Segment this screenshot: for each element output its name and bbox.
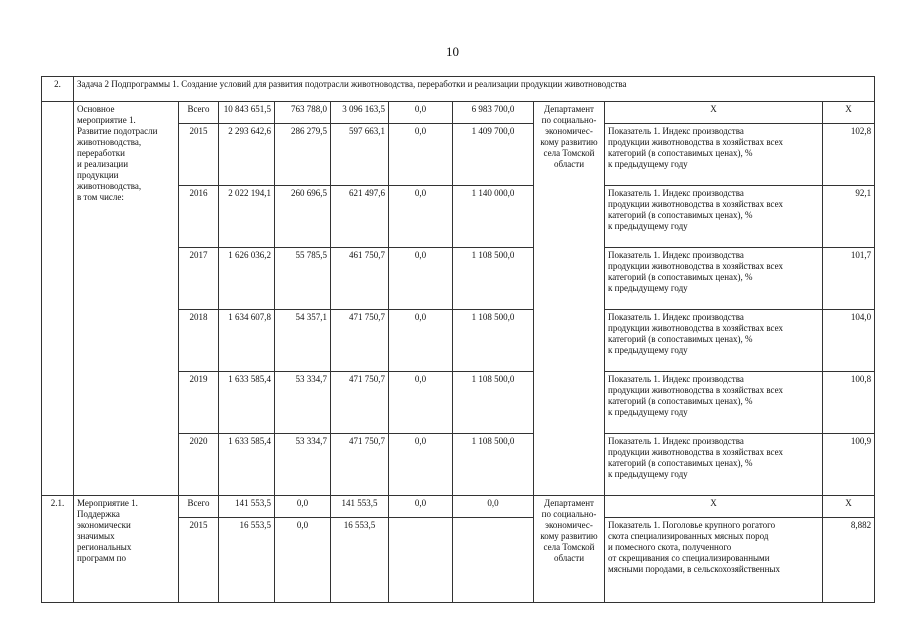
extra-cell: 1 108 500,0 xyxy=(453,372,534,434)
total-cell: 16 553,5 xyxy=(219,518,275,603)
year-cell: 2018 xyxy=(179,310,219,372)
local-cell xyxy=(389,518,453,603)
year-cell: 2016 xyxy=(179,186,219,248)
extra-cell xyxy=(453,518,534,603)
indicator-cell: Показатель 1. Индекс производства продукции животноводства в хозяйствах всех категорий (в сопоставимых ценах), % к предыдущему году xyxy=(605,186,823,248)
extra-cell: 0,0 xyxy=(453,496,534,518)
local-cell: 0,0 xyxy=(389,372,453,434)
year-cell: 2017 xyxy=(179,248,219,310)
extra-cell: 1 409 700,0 xyxy=(453,124,534,186)
local-cell: 0,0 xyxy=(389,186,453,248)
indicator-cell: Показатель 1. Индекс производства продукции животноводства в хозяйствах всех категорий (в сопоставимых ценах), % к предыдущему году xyxy=(605,310,823,372)
local-cell: 0,0 xyxy=(389,124,453,186)
indicator-cell: Показатель 1. Индекс производства продукции животноводства в хозяйствах всех категорий (в сопоставимых ценах), % к предыдущему году xyxy=(605,124,823,186)
indicator-value: X xyxy=(823,496,875,518)
year-cell: 2015 xyxy=(179,518,219,603)
indicator-value: 92,1 xyxy=(823,186,875,248)
row-number: 2.1. xyxy=(42,496,74,603)
year-cell: Всего xyxy=(179,496,219,518)
indicator-value: X xyxy=(823,102,875,124)
local-cell: 0,0 xyxy=(389,102,453,124)
federal-cell: 286 279,5 xyxy=(275,124,331,186)
page-number: 10 xyxy=(446,44,459,59)
federal-cell: 260 696,5 xyxy=(275,186,331,248)
local-cell: 0,0 xyxy=(389,496,453,518)
executor-cell: Департамент по социально- экономичес- кому развитию села Томской области xyxy=(534,496,605,603)
activity-name: Мероприятие 1. Поддержка экономически значимых региональных программ по xyxy=(74,496,179,603)
federal-cell: 54 357,1 xyxy=(275,310,331,372)
local-cell: 0,0 xyxy=(389,310,453,372)
total-cell: 1 626 036,2 xyxy=(219,248,275,310)
regional-cell: 141 553,5 xyxy=(331,496,389,518)
regional-cell: 471 750,7 xyxy=(331,372,389,434)
year-cell: 2015 xyxy=(179,124,219,186)
indicator-cell: X xyxy=(605,102,823,124)
regional-cell: 621 497,6 xyxy=(331,186,389,248)
regional-cell: 471 750,7 xyxy=(331,434,389,496)
indicator-cell: X xyxy=(605,496,823,518)
total-cell: 1 634 607,8 xyxy=(219,310,275,372)
regional-cell: 597 663,1 xyxy=(331,124,389,186)
regional-cell: 471 750,7 xyxy=(331,310,389,372)
federal-cell: 55 785,5 xyxy=(275,248,331,310)
federal-cell: 53 334,7 xyxy=(275,372,331,434)
indicator-cell: Показатель 1. Поголовье крупного рогатого скота специализированных мясных пород и помесного скота, полученного от скрещивания со специализированными мясными породами, в сельскохозяйственных xyxy=(605,518,823,603)
total-cell: 10 843 651,5 xyxy=(219,102,275,124)
regional-cell: 461 750,7 xyxy=(331,248,389,310)
regional-cell: 16 553,5 xyxy=(331,518,389,603)
federal-cell: 763 788,0 xyxy=(275,102,331,124)
indicator-value: 101,7 xyxy=(823,248,875,310)
year-cell: 2019 xyxy=(179,372,219,434)
indicator-value: 102,8 xyxy=(823,124,875,186)
federal-cell: 53 334,7 xyxy=(275,434,331,496)
extra-cell: 1 108 500,0 xyxy=(453,434,534,496)
executor-cell: Департамент по социально- экономичес- кому развитию села Томской области xyxy=(534,102,605,496)
federal-cell: 0,0 xyxy=(275,518,331,603)
indicator-value: 100,8 xyxy=(823,372,875,434)
year-cell: 2020 xyxy=(179,434,219,496)
row-number-empty xyxy=(42,102,74,496)
extra-cell: 1 108 500,0 xyxy=(453,248,534,310)
activity-name: Основное мероприятие 1. Развитие подотрасли животноводства, переработки и реализации продукции животноводства, в том числе: xyxy=(74,102,179,496)
extra-cell: 1 140 000,0 xyxy=(453,186,534,248)
indicator-cell: Показатель 1. Индекс производства продукции животноводства в хозяйствах всех категорий (в сопоставимых ценах), % к предыдущему году xyxy=(605,434,823,496)
local-cell: 0,0 xyxy=(389,248,453,310)
table-row xyxy=(42,496,875,518)
regional-cell: 3 096 163,5 xyxy=(331,102,389,124)
local-cell: 0,0 xyxy=(389,434,453,496)
extra-cell: 1 108 500,0 xyxy=(453,310,534,372)
total-cell: 1 633 585,4 xyxy=(219,372,275,434)
federal-cell: 0,0 xyxy=(275,496,331,518)
indicator-value: 104,0 xyxy=(823,310,875,372)
total-cell: 2 022 194,1 xyxy=(219,186,275,248)
total-cell: 1 633 585,4 xyxy=(219,434,275,496)
extra-cell: 6 983 700,0 xyxy=(453,102,534,124)
task-number: 2. xyxy=(42,77,74,102)
program-table xyxy=(41,76,875,603)
task-title: Задача 2 Подпрограммы 1. Создание условий для развития подотрасли животноводства, переработки и реализации продукции животноводства xyxy=(74,77,875,102)
indicator-cell: Показатель 1. Индекс производства продукции животноводства в хозяйствах всех категорий (в сопоставимых ценах), % к предыдущему году xyxy=(605,372,823,434)
task-row xyxy=(42,77,875,102)
indicator-value: 8,882 xyxy=(823,518,875,603)
total-cell: 2 293 642,6 xyxy=(219,124,275,186)
year-cell: Всего xyxy=(179,102,219,124)
table-row xyxy=(42,102,875,124)
total-cell: 141 553,5 xyxy=(219,496,275,518)
indicator-value: 100,9 xyxy=(823,434,875,496)
indicator-cell: Показатель 1. Индекс производства продукции животноводства в хозяйствах всех категорий (в сопоставимых ценах), % к предыдущему году xyxy=(605,248,823,310)
